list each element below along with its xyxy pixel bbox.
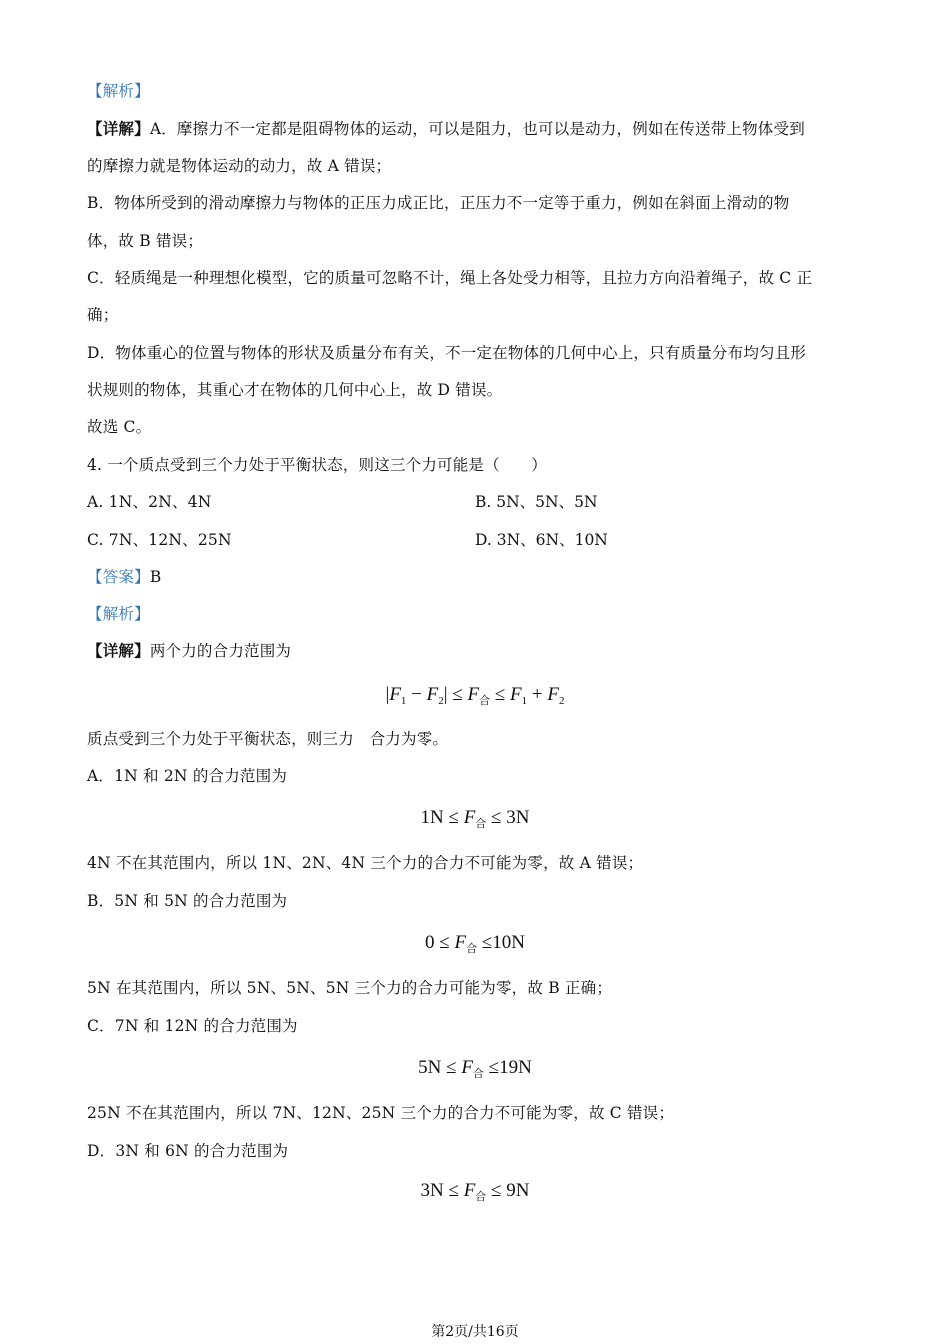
option-c: C. 7N、12N、25N xyxy=(87,531,232,549)
prev-conclusion: 故选 C。 xyxy=(87,418,152,436)
option-b: B. 5N、5N、5N xyxy=(475,493,598,511)
equilibrium-statement: 质点受到三个力处于平衡状态，则三力 合力为零。 xyxy=(87,730,449,748)
prev-detail-a-line1 xyxy=(87,118,805,140)
formula-a: $1N \le F_合 \le 3N$ xyxy=(420,807,530,830)
detail-a-result: 4N 不在其范围内，所以 1N、2N、4N 三个力的合力不可能为零，故 A 错误； xyxy=(87,854,644,872)
prev-detail-d-line1: D．物体重心的位置与物体的形状及质量分布有关，不一定在物体的几何中心上，只有质量分布均匀且形 xyxy=(87,344,807,362)
analysis-header-2: 【解析】 xyxy=(87,605,150,623)
option-a: A. 1N、2N、4N xyxy=(87,493,212,511)
prev-detail-b-line1: B．物体所受到的滑动摩擦力与物体的正压力成正比，正压力不一定等于重力，例如在斜面上滑动的物 xyxy=(87,194,790,212)
formula-general: $|F_1 - F_2| \le F_合 \le F_1 + F_2$ xyxy=(385,684,565,707)
answer-value: B xyxy=(149,568,162,586)
detail-b-result: 5N 在其范围内，所以 5N、5N、5N 三个力的合力可能为零，故 B 正确； xyxy=(87,979,613,997)
answer-label: 【答案】 xyxy=(87,568,150,586)
option-d: D. 3N、6N、10N xyxy=(475,531,608,549)
page-footer: 第2页/共16页 xyxy=(431,1324,519,1340)
detail-b-head: B．5N 和 5N 的合力范围为 xyxy=(87,892,288,910)
formula-d: $3N \le F_合 \le 9N$ xyxy=(420,1180,530,1203)
prev-detail-a-line2: 的摩擦力就是物体运动的动力，故 A 错误； xyxy=(87,157,392,175)
prev-detail-c-line1: C．轻质绳是一种理想化模型，它的质量可忽略不计，绳上各处受力相等，且拉力方向沿着绳子，故 C 正 xyxy=(87,269,813,287)
prev-detail-b-line2: 体，故 B 错误； xyxy=(87,232,204,250)
detail-a-head: A．1N 和 2N 的合力范围为 xyxy=(87,767,288,785)
detail-intro: 两个力的合力范围为 xyxy=(149,642,292,660)
formula-c: $5N \le F_合 \le 19N$ xyxy=(418,1057,532,1080)
detail-c-head: C．7N 和 12N 的合力范围为 xyxy=(87,1017,298,1035)
detail-d-head: D．3N 和 6N 的合力范围为 xyxy=(87,1142,289,1160)
answer-line xyxy=(87,566,161,588)
analysis-header: 【解析】 xyxy=(87,82,150,100)
detail-intro-line xyxy=(87,640,291,662)
formula-b: $0 \le F_合 \le 10N$ xyxy=(425,932,525,955)
question-4-stem: 4. 一个质点受到三个力处于平衡状态，则这三个力可能是（ ） xyxy=(87,456,547,474)
detail-label-2: 【详解】 xyxy=(87,641,150,660)
prev-detail-d-line2: 状规则的物体，其重心才在物体的几何中心上，故 D 错误。 xyxy=(87,381,503,399)
prev-detail-c-line2: 确； xyxy=(87,306,119,324)
prev-a-text-1: A．摩擦力不一定都是阻碍物体的运动，可以是阻力，也可以是动力，例如在传送带上物体受到 xyxy=(149,120,805,138)
detail-c-result: 25N 不在其范围内，所以 7N、12N、25N 三个力的合力不可能为零，故 C 错误； xyxy=(87,1104,675,1122)
detail-label: 【详解】 xyxy=(87,119,150,138)
